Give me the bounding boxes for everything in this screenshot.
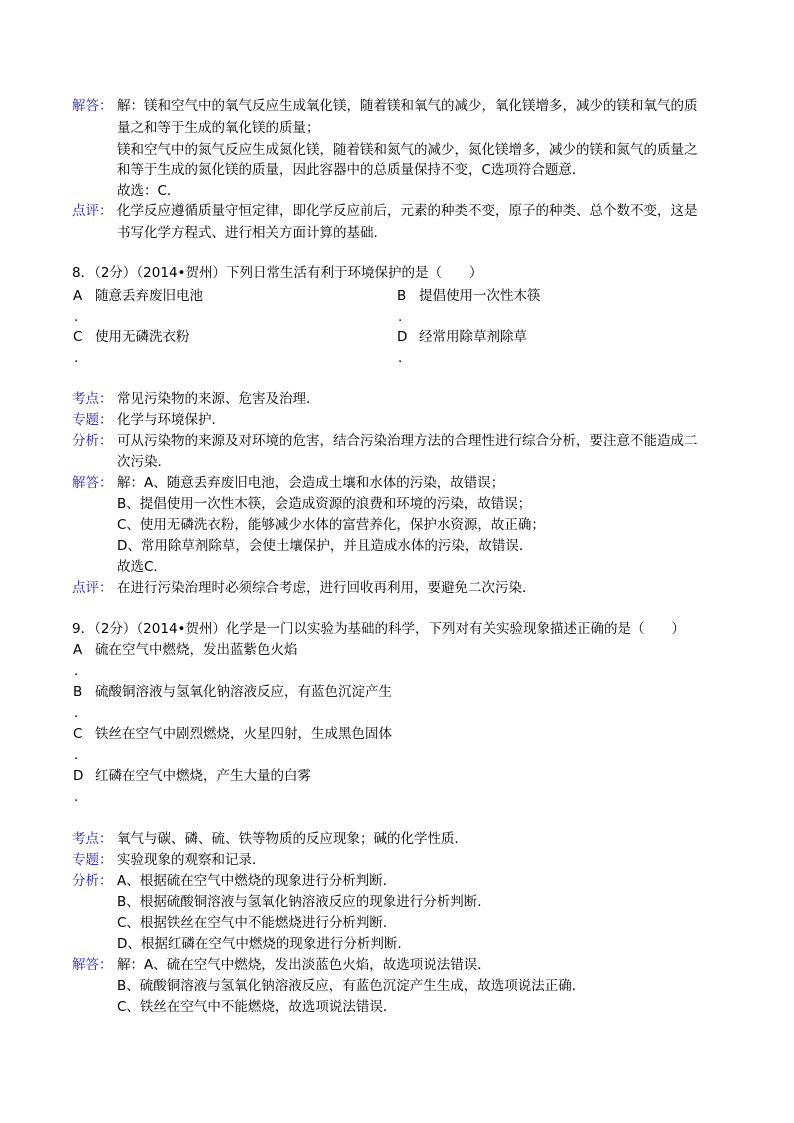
question-8-stem: 8．（2分）（2014•贺州）下列日常生活有利于环境保护的是（ ）: [72, 265, 483, 281]
option-letter-a: A: [73, 288, 83, 304]
point-label: 考点：: [72, 391, 113, 407]
answer-line: 镁和空气中的氮气反应生成氮化镁，随着镁和氮气的减少，氮化镁增多，减少的镁和氮气的质量之: [117, 142, 698, 158]
answer-label: 解答：: [72, 475, 113, 491]
answer-line: 和等于生成的氮化镁的质量，因此容器中的总质量保持不变，C选项符合题意．: [117, 162, 586, 178]
comment-line: 化学反应遵循质量守恒定律，即化学反应前后，元素的种类不变，原子的种类、总个数不变，这是: [117, 203, 698, 219]
comment-line: 书写化学方程式、进行相关方面计算的基础．: [117, 225, 387, 241]
topic-text: 化学与环境保护．: [117, 412, 225, 428]
comment-label: 点评：: [72, 203, 113, 219]
answer-line: D、常用除草剂除草，会使土壤保护，并且造成水体的污染，故错误．: [117, 538, 533, 554]
analysis-line: D、根据红磷在空气中燃烧的现象进行分析判断．: [117, 936, 411, 952]
option-dot: .: [74, 747, 79, 763]
option-letter-a: A: [73, 642, 83, 658]
topic-label: 专题：: [72, 852, 113, 868]
answer-line: 量之和等于生成的氧化镁的质量；: [117, 120, 320, 136]
answer-line: B、硫酸铜溶液与氢氧化钠溶液反应，有蓝色沉淀产生生成，故选项说法正确．: [117, 978, 586, 994]
option-text-d: 红磷在空气中燃烧，产生大量的白雾: [95, 768, 311, 784]
option-dot: .: [74, 350, 79, 366]
option-letter-c: C: [73, 726, 83, 742]
topic-text: 实验现象的观察和记录．: [117, 852, 266, 868]
option-letter-c: C: [73, 329, 83, 345]
answer-line: 故选C．: [117, 559, 167, 575]
option-text-d: 经常用除草剂除草: [419, 329, 527, 345]
point-text: 常见污染物的来源、危害及治理．: [117, 391, 320, 407]
option-letter-b: B: [397, 288, 407, 304]
option-text-a: 随意丢弃废旧电池: [95, 288, 203, 304]
option-text-b: 硫酸铜溶液与氢氧化钠溶液反应，有蓝色沉淀产生: [95, 684, 392, 700]
analysis-line: B、根据硫酸铜溶液与氢氧化钠溶液反应的现象进行分析判断．: [117, 894, 491, 910]
option-text-c: 铁丝在空气中剧烈燃烧，火星四射，生成黑色固体: [95, 726, 392, 742]
answer-line: 故选：C．: [117, 183, 181, 199]
analysis-line: 次污染．: [117, 454, 171, 470]
option-letter-b: B: [73, 684, 83, 700]
comment-line: 在进行污染治理时必须综合考虑，进行回收再利用，要避免二次污染．: [117, 580, 536, 596]
answer-line: 解：A、随意丢弃废旧电池，会造成土壤和水体的污染，故错误；: [117, 475, 505, 491]
comment-label: 点评：: [72, 580, 113, 596]
option-text-a: 硫在空气中燃烧，发出蓝紫色火焰: [95, 642, 298, 658]
option-dot: .: [398, 350, 403, 366]
option-text-b: 提倡使用一次性木筷: [419, 288, 541, 304]
option-dot: .: [74, 789, 79, 805]
answer-line: C、铁丝在空气中不能燃烧，故选项说法错误．: [117, 999, 397, 1015]
answer-line: B、提倡使用一次性木筷，会造成资源的浪费和环境的污染，故错误；: [117, 496, 532, 512]
analysis-line: A、根据硫在空气中燃烧的现象进行分析判断．: [117, 873, 397, 889]
option-dot: .: [398, 309, 403, 325]
answer-label: 解答：: [72, 957, 113, 973]
topic-label: 专题：: [72, 412, 113, 428]
option-letter-d: D: [397, 329, 408, 345]
analysis-label: 分析：: [72, 873, 113, 889]
point-label: 考点：: [72, 831, 113, 847]
option-dot: .: [74, 309, 79, 325]
answer-line: 解：镁和空气中的氧气反应生成氧化镁，随着镁和氧气的减少，氧化镁增多，减少的镁和氧气的质: [117, 98, 698, 114]
question-9-stem: 9．（2分）（2014•贺州）化学是一门以实验为基础的科学，下列对有关实验现象描述正确的是（ ）: [72, 621, 685, 637]
analysis-label: 分析：: [72, 433, 113, 449]
answer-line: C、使用无磷洗衣粉，能够减少水体的富营养化，保护水资源，故正确；: [117, 517, 545, 533]
analysis-line: C、根据铁丝在空气中不能燃烧进行分析判断．: [117, 915, 397, 931]
analysis-line: 可从污染物的来源及对环境的危害，结合污染治理方法的合理性进行综合分析，要注意不能造成二: [117, 433, 698, 449]
option-dot: .: [74, 705, 79, 721]
answer-line: 解：A、硫在空气中燃烧，发出淡蓝色火焰，故选项说法错误．: [117, 957, 491, 973]
option-dot: .: [74, 663, 79, 679]
option-text-c: 使用无磷洗衣粉: [95, 329, 190, 345]
answer-label: 解答：: [72, 98, 113, 114]
option-letter-d: D: [73, 768, 84, 784]
point-text: 氧气与碳、磷、硫、铁等物质的反应现象；碱的化学性质．: [117, 831, 468, 847]
